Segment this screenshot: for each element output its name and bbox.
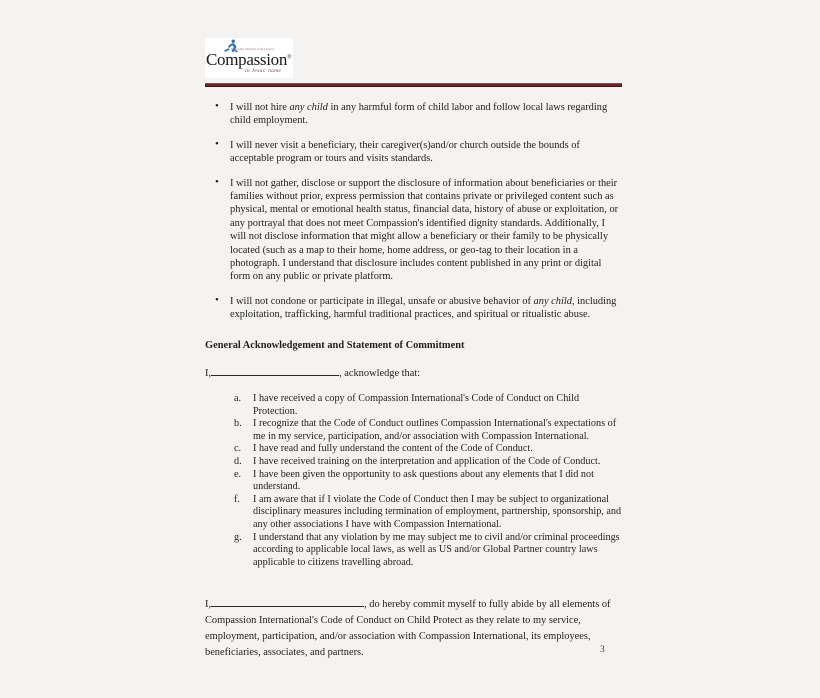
commitment-bullet-list: [205, 101, 622, 322]
acknowledgement-lettered-list: [205, 393, 622, 569]
acknowledgement-line: [205, 366, 622, 380]
logo-wordmark: Compassion®: [206, 50, 292, 69]
bullet-item: [230, 295, 622, 322]
list-item: I have received training on the interpretation and application of the Code of Conduct.: [253, 456, 601, 468]
list-item: I have read and fully understand the content of the Code of Conduct.: [253, 443, 533, 455]
bullet-text-after: , including exploitation, trafficking, harmful traditional practices, and spiritual or ritualistic abuse.: [230, 295, 617, 321]
header-divider-rule: [205, 83, 622, 87]
bullet-item: [230, 177, 622, 284]
bullet-item: [230, 139, 622, 166]
list-item: I understand that any violation by me may subject me to civil and/or criminal proceedings according to applicable local laws, as well as US and/or Global Partner country laws applicable to citizens travelling abroad.: [253, 531, 620, 568]
closing-prefix: I,: [205, 599, 212, 611]
ack-prefix: I,: [205, 367, 212, 379]
bullet-text-before: I will not condone or participate in illegal, unsafe or abusive behavior of: [230, 295, 534, 307]
section-heading: General Acknowledgement and Statement of Commitment: [205, 339, 465, 351]
registered-trademark-icon: ®: [287, 54, 292, 61]
closing-commitment-paragraph: [205, 597, 622, 660]
ack-suffix: , acknowledge that:: [339, 367, 421, 379]
bullet-text-italic: any child: [533, 295, 572, 307]
logo-tagline: in Jesus' name: [245, 68, 282, 74]
list-item: I recognize that the Code of Conduct outlines Compassion International's expectations of me in my service, participation, and/or association with Compassion International.: [253, 418, 617, 442]
list-item: I have received a copy of Compassion International's Code of Conduct on Child Protection.: [253, 393, 580, 417]
bullet-item: [230, 101, 622, 128]
bullet-text-after: in any harmful form of child labor and follow local laws regarding child employment.: [230, 102, 608, 127]
bullet-text-before: I will not hire: [230, 102, 290, 113]
name-blank-field[interactable]: [211, 366, 339, 376]
bullet-text-before: I will never visit a beneficiary, their caregiver(s)and/or church outside the bounds of acceptable program or tours and visits standards.: [230, 139, 580, 165]
closing-suffix: , do hereby commit myself to fully abide by all elements of Compassion International's Code of Conduct on Child Protect as they relate to my service, employment, participation, and/or association with Compassion International, its employees, beneficiaries, associates, and partners.: [205, 599, 611, 658]
list-item: I have been given the opportunity to ask questions about any elements that I did not understand.: [253, 468, 594, 493]
compassion-logo: [205, 38, 293, 78]
signature-blank-field[interactable]: [211, 597, 364, 607]
bullet-text-before: I will not gather, disclose or support the disclosure of information about beneficiaries or their families without prior, express permission that contains private or privileged content such as physical, mental or emotional health status, financial data, history of abuse or exploitation, or any portrayal that does not meet Compassion's identified dignity standards. Additionally, I will not disclose information that might allow a beneficiary or their family to be physically located (such as a map to their home, home address, or geo-tag to their location in a photograph. I understand that disclosure includes content published in any print or digital form on any public or private platform.: [230, 177, 619, 283]
list-item: I am aware that if I violate the Code of Conduct then I may be subject to organizational disciplinary measures including termination of employment, partnership, sponsorship, and any other associations I have with Compassion International.: [253, 493, 622, 531]
bullet-text-italic: any child: [289, 102, 328, 113]
page-content: [205, 38, 622, 661]
logo-micro-text: Releasing children from poverty: [231, 47, 275, 51]
page-number: 3: [600, 645, 605, 655]
